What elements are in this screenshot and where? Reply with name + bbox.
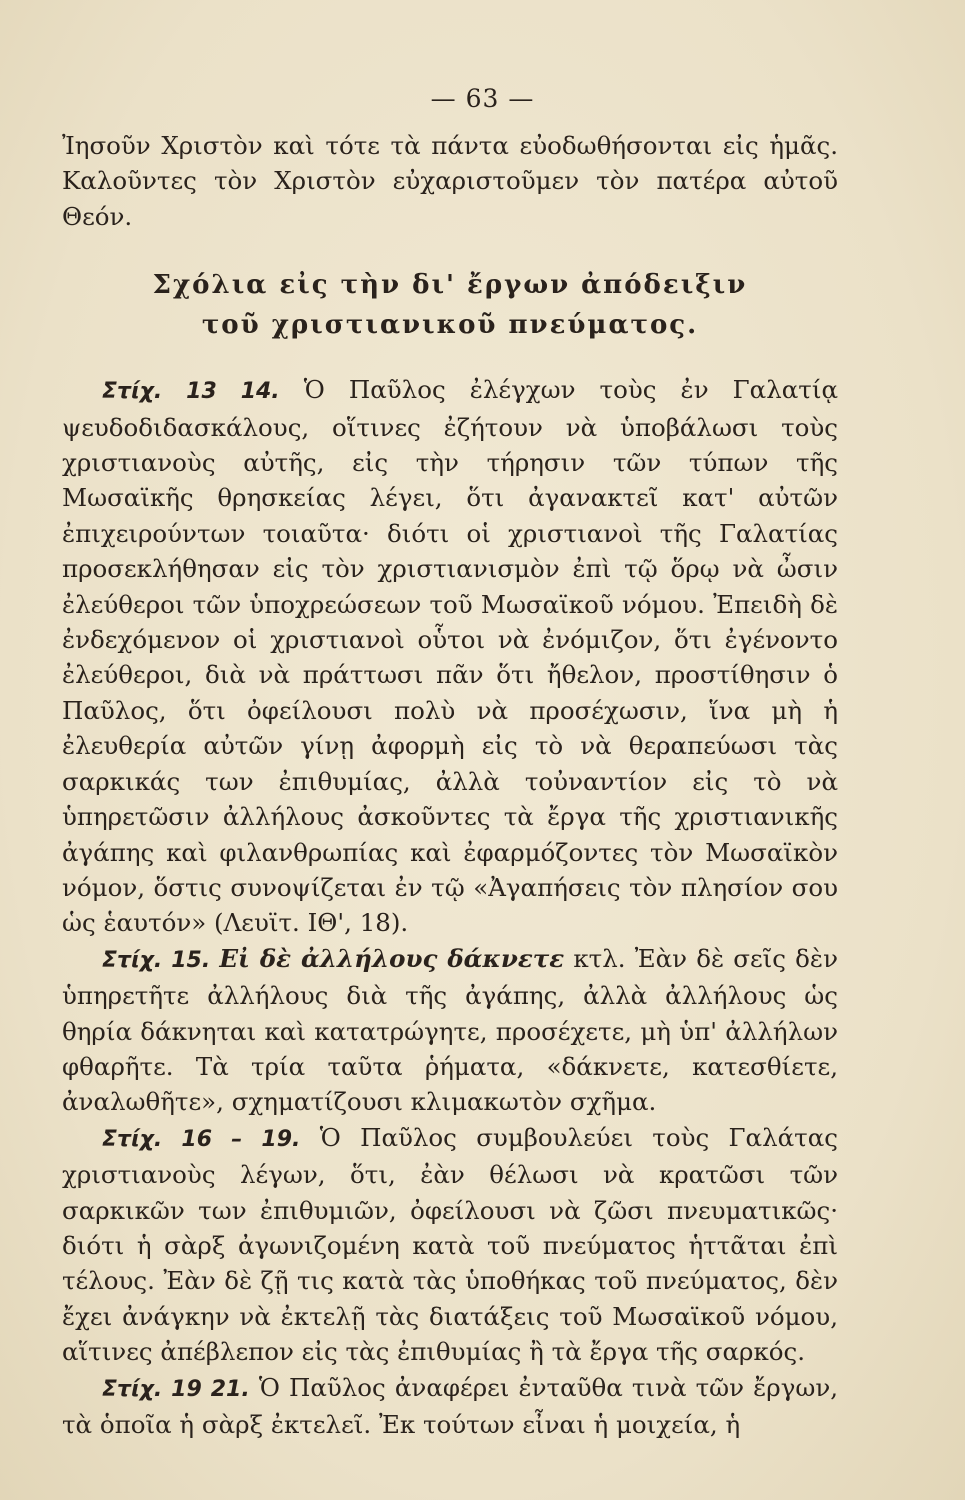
verse-reference: Στίχ. 13 14. — [102, 379, 280, 405]
verse-commentary — [62, 1120, 838, 1370]
verse-commentary — [62, 372, 838, 941]
verse-commentary — [62, 1370, 838, 1443]
section-heading — [62, 265, 838, 345]
commentary-text: Ὁ Παῦλος ἀναφέρει ἐνταῦθα τινὰ τῶν ἔργων, τὰ ὁποῖα ἡ σὰρξ ἐκτελεῖ. Ἐκ τούτων εἶναι ἡ μοιχεία, ἡ — [62, 1372, 838, 1439]
commentary-text: Ὁ Παῦλος ἐλέγχων τοὺς ἐν Γαλατίᾳ ψευδοδιδασκάλους, οἵτινες ἐζήτουν νὰ ὑποβάλωσι τοὺς χριστιανοὺς αὐτῆς, εἰς τὴν τήρησιν τῶν τύπων τῆς Μωσαϊκῆς θρησκείας λέγει, ὅτι ἀγανακτεῖ κατ' αὐτῶν ἐπιχειρούντων τοιαῦτα· διότι οἱ χριστιανοὶ τῆς Γαλατίας προσεκλήθησαν εἰς τὸν χριστιανισμὸν ἐπὶ τῷ ὅρῳ νὰ ὦσιν ἐλεύθεροι τῶν ὑποχρεώσεων τοῦ Μωσαϊκοῦ νόμου. Ἐπειδὴ δὲ ἐνδεχόμενον οἱ χριστιανοὶ οὗτοι νὰ ἐνόμιζον, ὅτι ἐγένοντο ἐλεύθεροι, διὰ νὰ πράττωσι πᾶν ὅτι ἤθελον, προστίθησιν ὁ Παῦλος, ὅτι ὀφείλουσι πολὺ νὰ προσέχωσιν, ἵνα μὴ ἡ ἐλευθερία αὐτῶν γίνῃ ἀφορμὴ εἰς τὸ νὰ θεραπεύωσι τὰς σαρκικάς των ἐπιθυμίας, ἀλλὰ τοὐναντίον εἰς τὸ νὰ ὑπηρετῶσιν ἀλλήλους ἀσκοῦντες τὰ ἔργα τῆς χριστιανικῆς ἀγάπης καὶ φιλανθρωπίας καὶ ἐφαρμόζοντες τὸν Μωσαϊκὸν νόμον, ὅστις συνοψίζεται ἐν τῷ «Ἀγαπήσεις τὸν πλησίον σου ὡς ἑαυτόν» (Λευϊτ. ΙΘ', 18). — [62, 375, 838, 938]
verse-commentary — [62, 941, 838, 1120]
page-number: — 63 — — [430, 84, 535, 113]
verse-quote: Εἰ δὲ ἀλλήλους δάκνετε — [219, 943, 565, 973]
commentary-text: κτλ. Ἐὰν δὲ σεῖς δὲν ὑπηρετῆτε ἀλλήλους διὰ τῆς ἀγάπης, ἀλλὰ ἀλλήλους ὡς θηρία δάκνηται καὶ κατατρώγητε, προσέχετε, μὴ ὑπ' ἀλλήλων φθαρῆτε. Τὰ τρία ταῦτα ῥήματα, «δάκνετε, κατεσθίετε, ἀναλωθῆτε», σχηματίζουσι κλιμακωτὸν σχῆμα. — [62, 943, 838, 1117]
verse-reference: Στίχ. 15. — [102, 947, 211, 973]
verse-reference: Στίχ. 16 – 19. — [102, 1126, 301, 1152]
verse-reference: Στίχ. 19 21. — [102, 1376, 250, 1402]
commentary-text: Ὁ Παῦλος συμβουλεύει τοὺς Γαλάτας χριστιανοὺς λέγων, ὅτι, ἐὰν θέλωσι νὰ κρατῶσι τῶν σαρκικῶν των ἐπιθυμιῶν, ὀφείλουσι νὰ ζῶσι πνευματικῶς· διότι ἡ σὰρξ ἀγωνιζομένη κατὰ τοῦ πνεύματος ἡττᾶται ἐπὶ τέλους. Ἐὰν δὲ ζῇ τις κατὰ τὰς ὑποθήκας τοῦ πνεύματος, δὲν ἔχει ἀνάγκην νὰ ἐκτελῇ τὰς διατάξεις τοῦ Μωσαϊκοῦ νόμου, αἵτινες ἀπέβλεπον εἰς τὰς ἐπιθυμίας ἢ τὰ ἔργα τῆς σαρκός. — [62, 1122, 838, 1367]
page-body — [62, 128, 838, 1442]
intro-paragraph: Ἰησοῦν Χριστὸν καὶ τότε τὰ πάντα εὐοδωθήσονται εἰς ἡμᾶς. Καλοῦντες τὸν Χριστὸν εὐχαριστοῦμεν τὸν πατέρα αὐτοῦ Θεόν. — [62, 131, 838, 231]
heading-line-1: Σχόλια εἰς τὴν δι' ἔργων ἀπόδειξιν — [152, 270, 748, 301]
heading-line-2: τοῦ χριστιανικοῦ πνεύματος. — [201, 310, 699, 341]
